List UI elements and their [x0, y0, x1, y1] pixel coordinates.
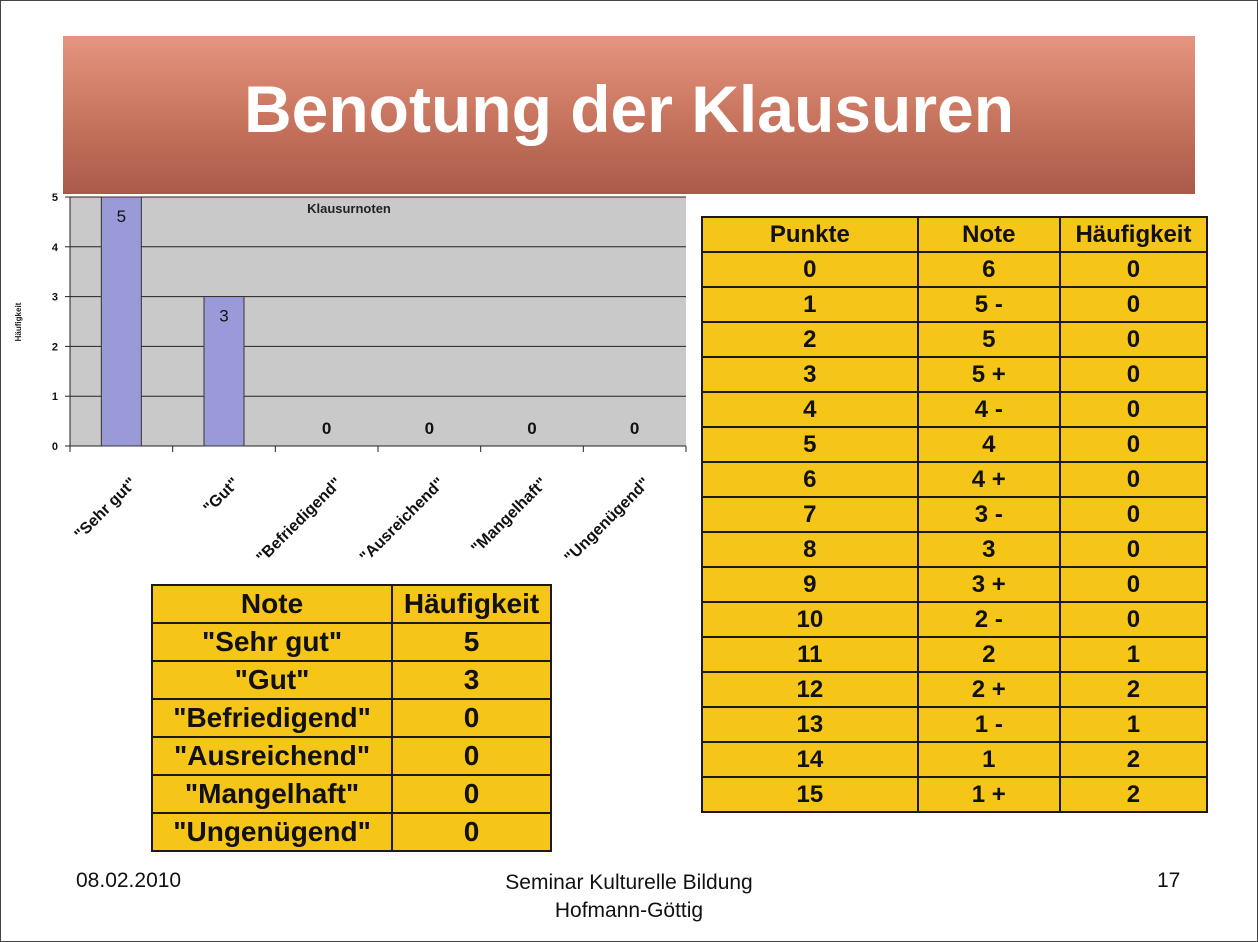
- y-tick-label: 2: [51, 341, 58, 354]
- y-tick-label: 3: [51, 291, 58, 304]
- y-axis-label: Häufigkeit: [14, 302, 23, 342]
- data-label: 0: [424, 419, 435, 438]
- grade-table-cell: 5: [392, 623, 551, 661]
- grade-table-cell: "Mangelhaft": [152, 775, 392, 813]
- grade-table-cell: 0: [392, 737, 551, 775]
- footer-date: 08.02.2010: [76, 869, 182, 892]
- points-table-cell: 15: [702, 777, 918, 812]
- x-tick-label: "Ausreichend": [356, 474, 449, 567]
- points-table: [701, 216, 1208, 813]
- points-table-cell: 7: [702, 497, 918, 532]
- points-table-row: [702, 287, 1207, 322]
- points-table-cell: 0: [1060, 427, 1207, 462]
- points-table-row: [702, 357, 1207, 392]
- grade-table: [151, 584, 552, 852]
- points-table-row: [702, 462, 1207, 497]
- points-table-cell: 1 -: [918, 707, 1060, 742]
- points-table-cell: 5: [918, 322, 1060, 357]
- points-table-cell: 0: [1060, 462, 1207, 497]
- points-table-cell: 2: [702, 322, 918, 357]
- footer-seminar: Seminar Kulturelle Bildung: [505, 871, 753, 894]
- points-table-cell: 1: [1060, 637, 1207, 672]
- points-table-cell: 0: [702, 252, 918, 287]
- points-table-row: [702, 707, 1207, 742]
- grade-table-cell: 0: [392, 775, 551, 813]
- points-table-cell: 6: [702, 462, 918, 497]
- points-table-cell: 4 +: [918, 462, 1060, 497]
- points-table-header: [702, 217, 1207, 252]
- grade-table-cell: 0: [392, 813, 551, 851]
- footer-author: Hofmann-Göttig: [554, 899, 704, 922]
- grade-table-row: [152, 623, 551, 661]
- points-table-row: [702, 602, 1207, 637]
- grade-table-row: [152, 661, 551, 699]
- points-table-cell: 1: [1060, 707, 1207, 742]
- plot-area: [70, 197, 686, 446]
- points-table-row: [702, 567, 1207, 602]
- points-table-cell: 2 +: [918, 672, 1060, 707]
- bar: [101, 197, 141, 446]
- points-table-header-cell: Häufigkeit: [1060, 217, 1207, 252]
- points-table-row: [702, 742, 1207, 777]
- points-table-cell: 3 -: [918, 497, 1060, 532]
- points-table-cell: 0: [1060, 497, 1207, 532]
- y-tick-label: 1: [51, 391, 58, 404]
- points-table-row: [702, 427, 1207, 462]
- points-table-cell: 5 -: [918, 287, 1060, 322]
- points-table-cell: 4: [702, 392, 918, 427]
- y-tick-label: 0: [51, 441, 58, 453]
- chart-title: Klausurnoten: [307, 201, 391, 216]
- x-tick-label: "Sehr gut": [71, 474, 141, 544]
- grade-table-row: [152, 699, 551, 737]
- points-table-cell: 0: [1060, 287, 1207, 322]
- grade-table-cell: "Ausreichend": [152, 737, 392, 775]
- grade-table-cell: "Sehr gut": [152, 623, 392, 661]
- points-table-cell: 10: [702, 602, 918, 637]
- points-table-cell: 9: [702, 567, 918, 602]
- grade-table-cell: "Ungenügend": [152, 813, 392, 851]
- points-table-cell: 2: [1060, 672, 1207, 707]
- points-table-cell: 1: [918, 742, 1060, 777]
- points-table-row: [702, 777, 1207, 812]
- points-table-cell: 6: [918, 252, 1060, 287]
- data-label: 0: [321, 419, 332, 438]
- y-tick-label: 4: [51, 241, 58, 254]
- points-table-cell: 2: [1060, 742, 1207, 777]
- points-table-cell: 1: [702, 287, 918, 322]
- points-table-cell: 0: [1060, 567, 1207, 602]
- points-table-row: [702, 637, 1207, 672]
- points-table-cell: 3: [702, 357, 918, 392]
- page-number: 17: [1157, 869, 1181, 892]
- points-table-cell: 4 -: [918, 392, 1060, 427]
- x-tick-label: "Mangelhaft": [468, 474, 551, 558]
- points-table-row: [702, 322, 1207, 357]
- points-table-row: [702, 497, 1207, 532]
- points-table-cell: 2: [1060, 777, 1207, 812]
- data-label: 0: [527, 419, 537, 438]
- grade-table-row: [152, 737, 551, 775]
- x-tick-label: "Befriedigend": [253, 474, 346, 567]
- points-table-cell: 8: [702, 532, 918, 567]
- points-table-header-cell: Note: [918, 217, 1060, 252]
- points-table-cell: 0: [1060, 532, 1207, 567]
- points-table-cell: 13: [702, 707, 918, 742]
- points-table-cell: 3: [918, 532, 1060, 567]
- points-table-cell: 0: [1060, 392, 1207, 427]
- points-table-cell: 11: [702, 637, 918, 672]
- bar-chart: [0, 0, 700, 590]
- data-label: 5: [116, 207, 127, 226]
- data-label: 3: [219, 306, 229, 326]
- points-table-cell: 14: [702, 742, 918, 777]
- footer-center: [429, 869, 829, 925]
- points-table-cell: 2: [918, 637, 1060, 672]
- points-table-row: [702, 532, 1207, 567]
- points-table-cell: 5 +: [918, 357, 1060, 392]
- points-table-cell: 1 +: [918, 777, 1060, 812]
- grade-table-header-cell: Häufigkeit: [392, 585, 551, 623]
- grade-table-cell: 3: [392, 661, 551, 699]
- x-tick-label: "Ungenügend": [561, 474, 654, 567]
- x-tick-label: "Gut": [200, 474, 243, 518]
- points-table-cell: 2 -: [918, 602, 1060, 637]
- grade-table-header: [152, 585, 551, 623]
- grade-table-row: [152, 813, 551, 851]
- points-table-cell: 0: [1060, 322, 1207, 357]
- points-table-cell: 5: [702, 427, 918, 462]
- points-table-cell: 0: [1060, 252, 1207, 287]
- points-table-row: [702, 672, 1207, 707]
- grade-table-cell: 0: [392, 699, 551, 737]
- grade-table-row: [152, 775, 551, 813]
- points-table-header-cell: Punkte: [702, 217, 918, 252]
- grade-table-header-cell: Note: [152, 585, 392, 623]
- data-label: 0: [629, 419, 640, 438]
- points-table-cell: 0: [1060, 602, 1207, 637]
- points-table-cell: 12: [702, 672, 918, 707]
- points-table-cell: 4: [918, 427, 1060, 462]
- grade-table-cell: "Gut": [152, 661, 392, 699]
- slide-title: Benotung der Klausuren: [243, 72, 1015, 146]
- points-table-row: [702, 252, 1207, 287]
- points-table-cell: 3 +: [918, 567, 1060, 602]
- y-tick-label: 5: [51, 192, 58, 204]
- points-table-row: [702, 392, 1207, 427]
- points-table-cell: 0: [1060, 357, 1207, 392]
- grade-table-cell: "Befriedigend": [152, 699, 392, 737]
